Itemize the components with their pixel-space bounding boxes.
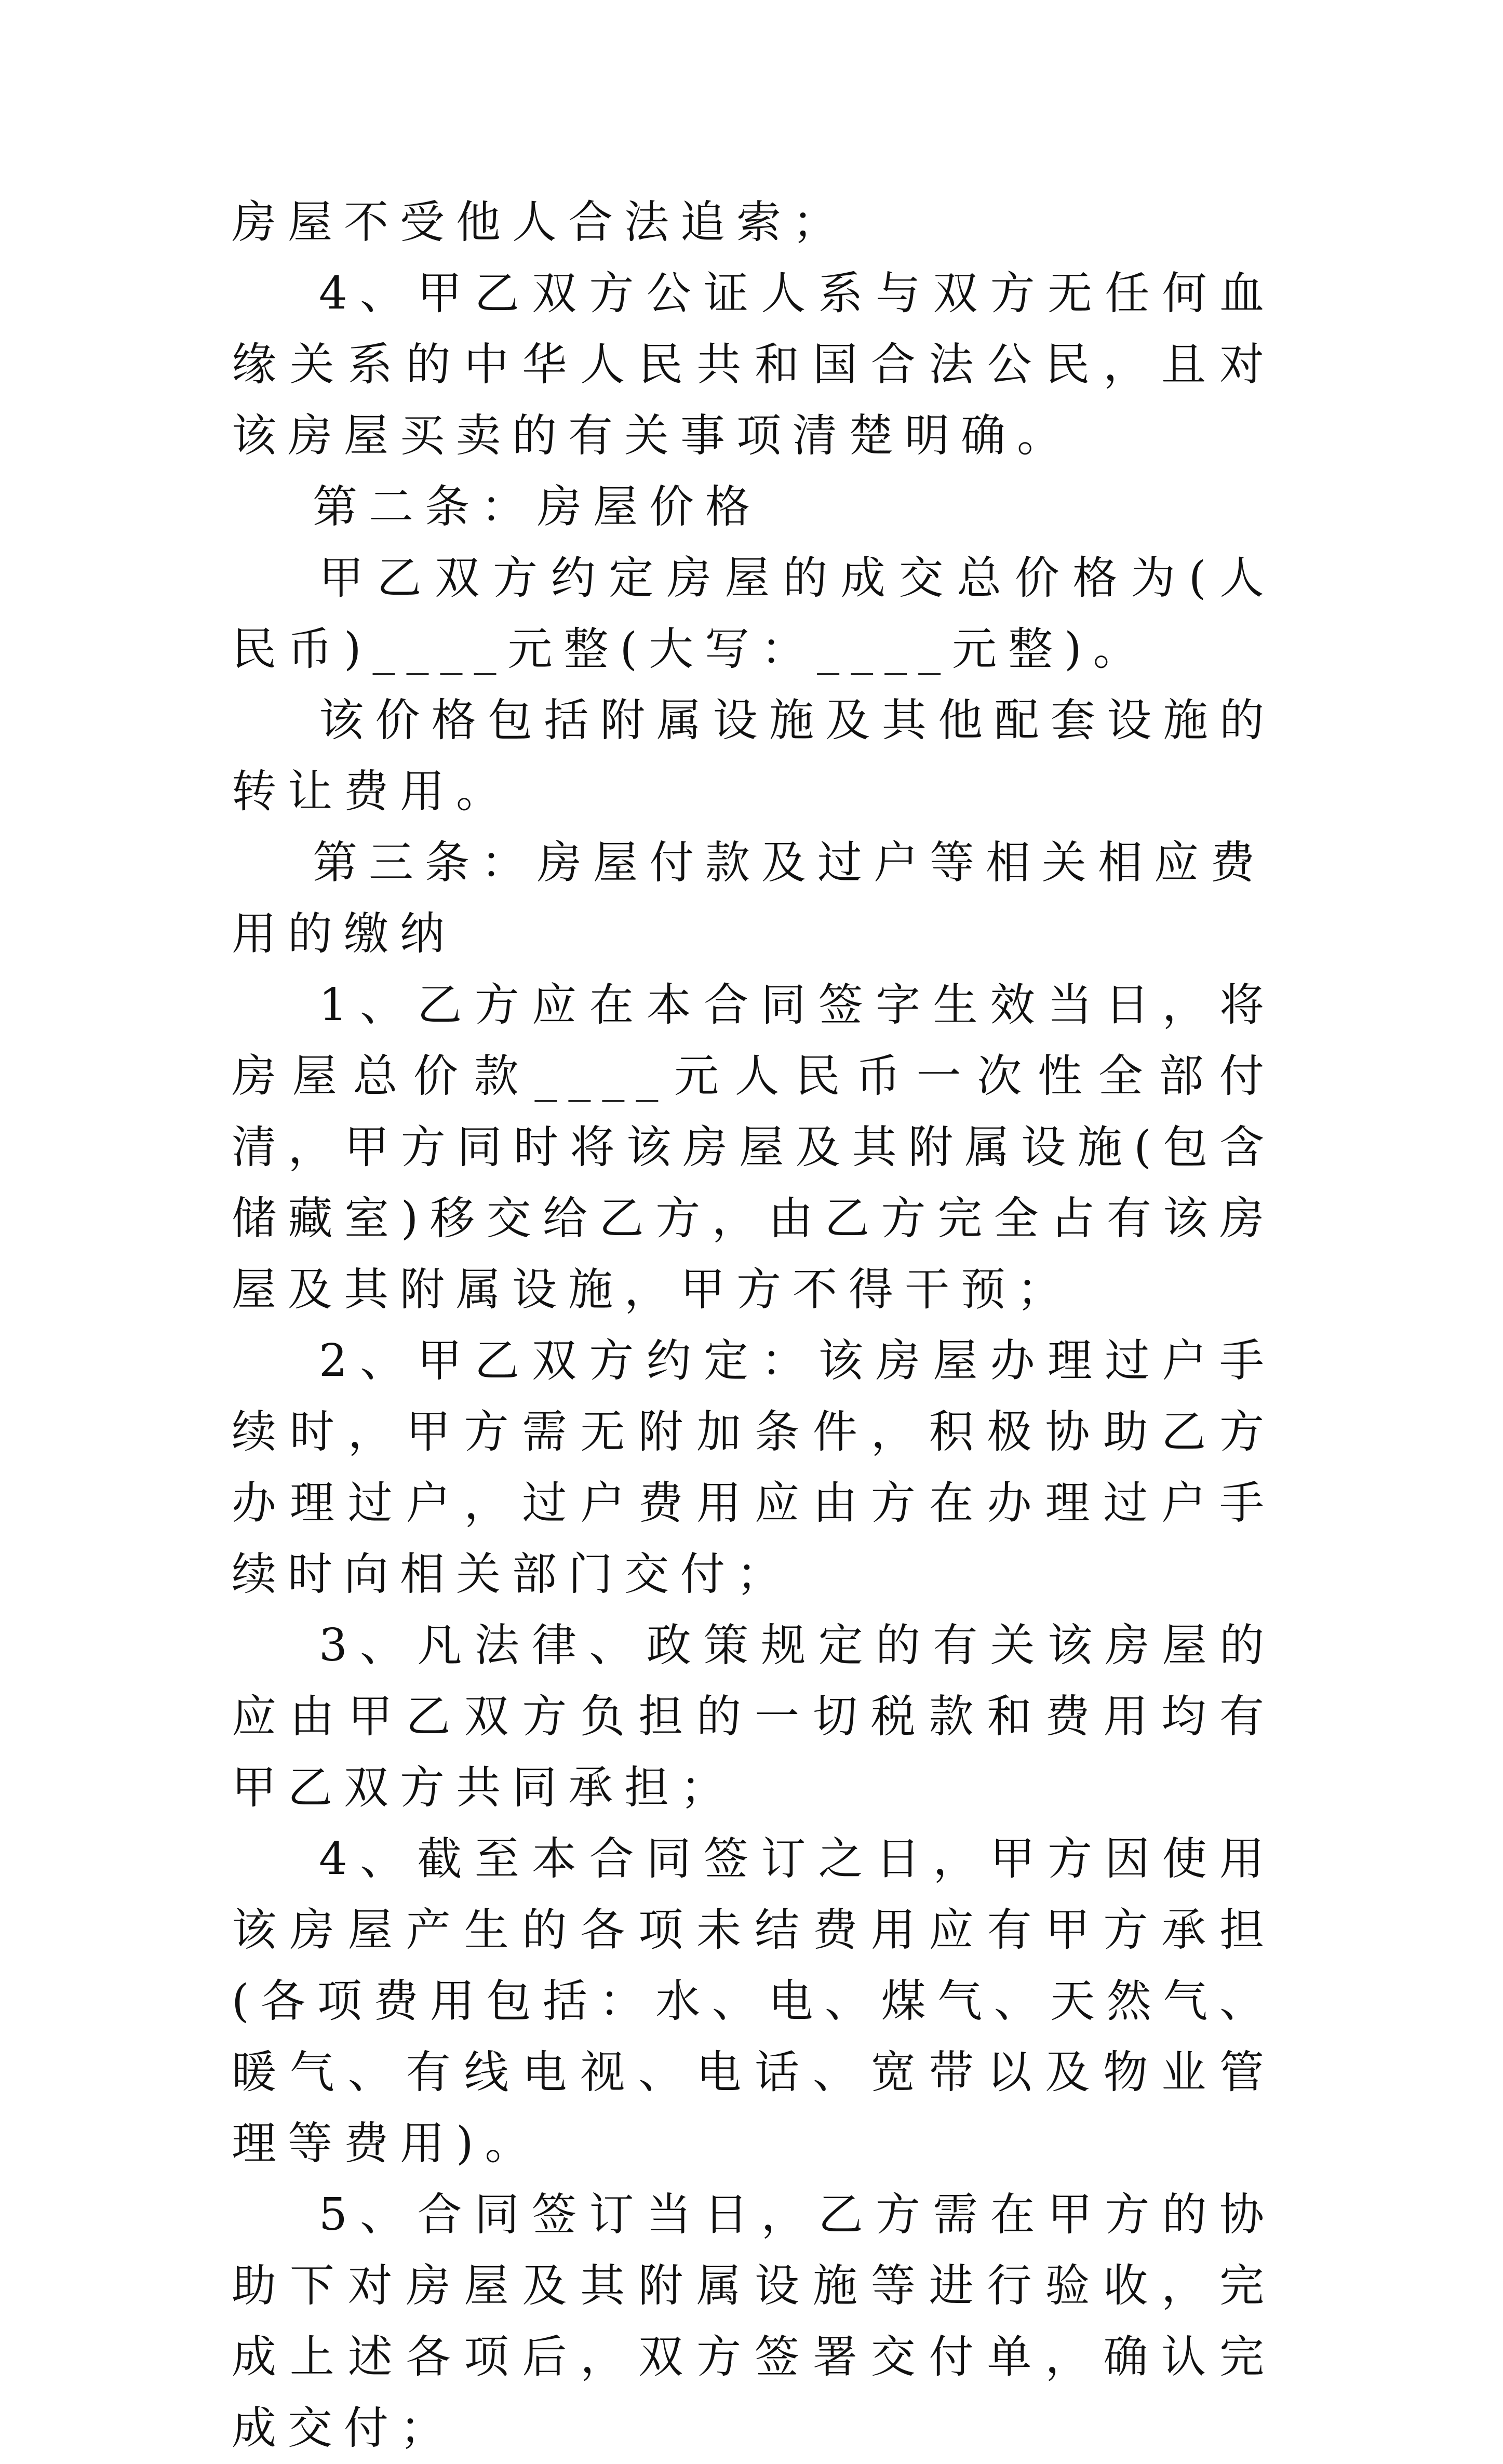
clause-3-item-5: 5、合同签订当日，乙方需在甲方的协助下对房屋及其附属设施等进行验收，完成上述各项后，双方签署交付单，确认完成交付；: [232, 2189, 1276, 2454]
clause-3-item-2: 2、甲乙双方约定：该房屋办理过户手续时，甲方需无附加条件，积极协助乙方办理过户，过户费用应由方在办理过户手续时向相关部门交付；: [232, 1335, 1276, 1600]
clause-3-item-1: 1、乙方应在本合同签字生效当日，将房屋总价款____元人民币一次性全部付清，甲方同时将该房屋及其附属设施(包含储藏室)移交给乙方，由乙方完全占有该房屋及其附属设施，甲方不得干预；: [232, 979, 1276, 1316]
price-inclusion: 该价格包括附属设施及其他配套设施的转让费用。: [232, 694, 1276, 818]
article-3-heading: 第三条：房屋付款及过户等相关相应费用的缴纳: [232, 837, 1266, 960]
clause-3-item-3: 3、凡法律、政策规定的有关该房屋的应由甲乙双方负担的一切税款和费用均有甲乙双方共同承担；: [232, 1619, 1276, 1814]
paragraph-continuation: 房屋不受他人合法追索；: [232, 196, 849, 248]
price-agreement: 甲乙双方约定房屋的成交总价格为(人民币)____元整(大写：____元整)。: [232, 552, 1276, 675]
article-2-heading: 第二条：房屋价格: [313, 481, 761, 533]
clause-3-item-4: 4、截至本合同签订之日，甲方因使用该房屋产生的各项未结费用应有甲方承担(各项费用包括：水、电、煤气、天然气、暖气、有线电视、电话、宽带以及物业管理等费用)。: [232, 1833, 1276, 2170]
document-body: [232, 187, 1276, 2464]
clause-1-item-4: 4、甲乙双方公证人系与双方无任何血缘关系的中华人民共和国合法公民，且对该房屋买卖的有关事项清楚明确。: [232, 267, 1276, 462]
